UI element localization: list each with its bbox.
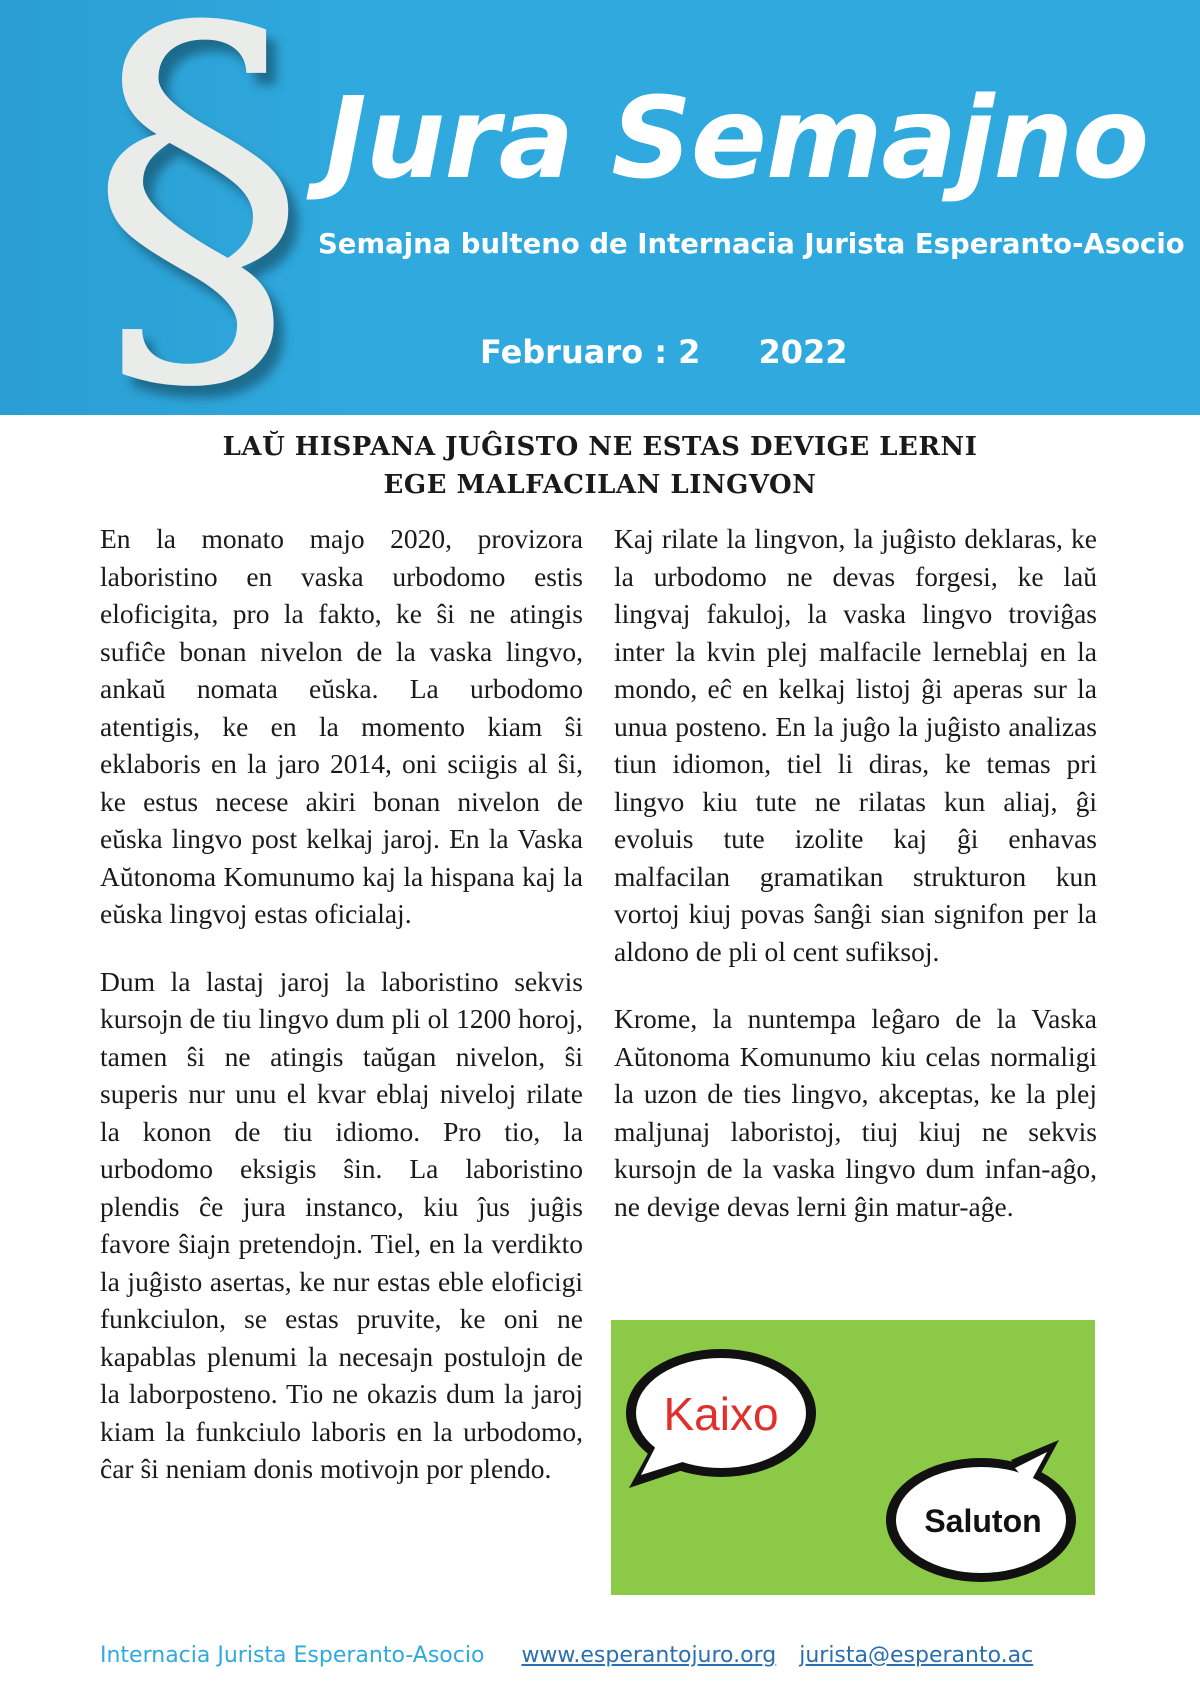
issue-number: Februaro : 2 bbox=[480, 333, 701, 371]
section-sign-logo: § bbox=[88, 0, 308, 415]
header-banner bbox=[0, 0, 1200, 415]
speech-bubbles-icon bbox=[611, 1320, 1095, 1595]
issue-year: 2022 bbox=[758, 333, 848, 371]
footer-website-link[interactable]: www.esperantojuro.org bbox=[521, 1643, 777, 1668]
headline-line-2: EGE MALFACILAN LINGVON bbox=[383, 470, 817, 500]
footer-org-name: Internacia Jurista Esperanto-Asocio bbox=[100, 1643, 485, 1668]
newsletter-title: Jura Semajno bbox=[325, 74, 1149, 204]
issue-date bbox=[480, 333, 900, 371]
article-paragraph: Krome, la nuntempa leĝaro de la Vaska Aŭtonoma Komunumo kiu celas normaligi la uzon de ties lingvo, akceptas, ke la plej maljunaj laboristoj, tiuj kiuj ne sekvis kursojn de la vaska lingvo dum infan-aĝo, ne devige devas lerni ĝin matur-aĝe. bbox=[614, 1003, 1097, 1222]
bubble-saluton-text: Saluton bbox=[924, 1503, 1042, 1539]
bubble-kaixo-text: Kaixo bbox=[663, 1388, 779, 1440]
footer bbox=[100, 1643, 1100, 1668]
headline-line-1: LAŬ HISPANA JUĜISTO NE ESTAS DEVIGE LERNI bbox=[222, 432, 978, 462]
article-column-left bbox=[100, 520, 583, 1518]
article-paragraph: En la monato majo 2020, provizora laboristino en vaska urbodomo estis eloficigita, pro la fakto, ke ŝi ne atingis sufiĉe bonan nivelon de la vaska lingvo, ankaŭ nomata eŭska. La urbodomo atentigis, ke en la momento kiam ŝi eklaboris en la jaro 2014, oni sciigis al ŝi, ke estus necese akiri bonan nivelon de eŭska lingvo post kelkaj jaroj. En la Vaska Aŭtonoma Komunumo kaj la hispana kaj la eŭska lingvoj estas oficialaj. bbox=[100, 523, 583, 929]
article-paragraph: Dum la lastaj jaroj la laboristino sekvis kursojn de tiu lingvo dum pli ol 1200 horoj, tamen ŝi ne atingis taŭgan nivelon, ŝi superis nur unu el kvar eblaj niveloj rilate la konon de tiu idiomo. Pro tio, la urbodomo eksigis ŝin. La laboristino plendis ĉe jura instanco, kiu ĵus juĝis favore ŝiajn pretendojn. Tiel, en la verdikto la juĝisto asertas, ke nur estas eble eloficigi funkciulon, se estas pruvite, ke oni ne kapablas plenumi la necesajn postulojn de la laborposteno. Tio ne okazis dum la jaroj kiam la funkciulo laboris en la urbodomo, ĉar ŝi neniam donis motivojn por plendo. bbox=[100, 965, 583, 1484]
footer-email-link[interactable]: jurista@esperanto.ac bbox=[799, 1643, 1034, 1668]
article-paragraph: Kaj rilate la lingvon, la juĝisto deklaras, ke la urbodomo ne devas forgesi, ke laŭ lingvaj fakuloj, la vaska lingvo troviĝas inter la kvin plej malfacile lerneblaj en la mondo, eĉ en kelkaj listoj ĝi aperas sur la unua posteno. En la juĝo la juĝisto analizas tiun idiomon, tiel li diras, ke temas pri lingvo kiu tute ne rilatas kun aliaj, ĝi evoluis tute izolite kaj ĝi enhavas malfacilan gramatikan strukturon kun vortoj kiuj povas ŝanĝi sian signifon per la aldono de pli ol cent sufiksoj. bbox=[614, 523, 1097, 967]
newsletter-subtitle: Semajna bulteno de Internacia Jurista Esperanto-Asocio bbox=[318, 228, 1185, 260]
article-headline bbox=[100, 428, 1100, 504]
speech-bubbles-illustration bbox=[611, 1320, 1095, 1595]
article-column-right bbox=[614, 520, 1097, 1255]
